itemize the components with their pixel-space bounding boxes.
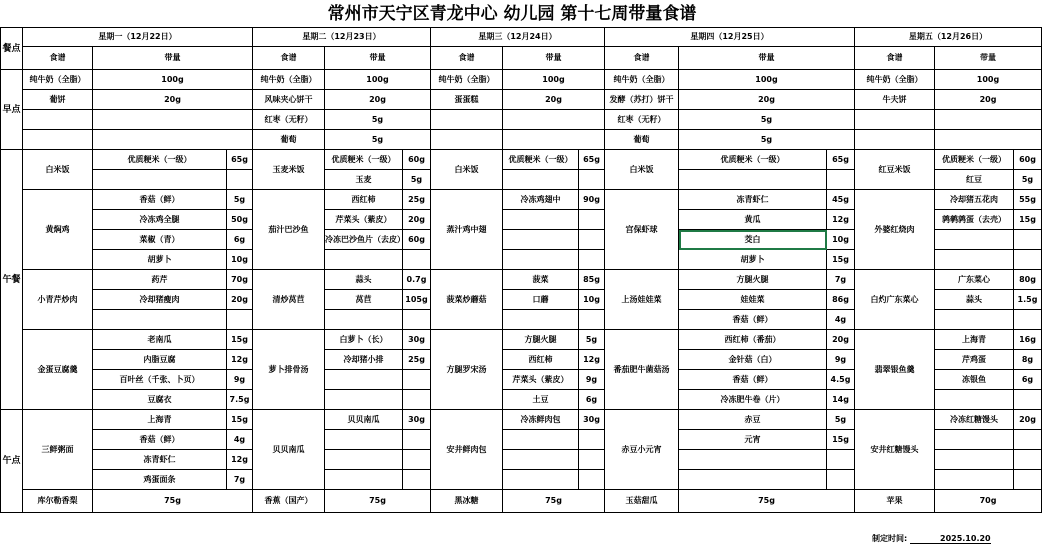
ingredient [935,470,1014,490]
ingredient-qty [827,470,855,490]
ingredient-qty: 90g [579,190,605,210]
dish-name: 茄汁巴沙鱼 [253,190,325,270]
ingredient: 上海青 [935,330,1014,350]
section-label: 餐点 [1,28,23,70]
ingredient-qty: 8g [1014,350,1042,370]
fruit-item: 玉菇甜瓜 [605,490,679,513]
ingredient-qty: 25g [403,190,431,210]
fruit-item: 黑冰糖 [431,490,503,513]
ingredient-qty: 5g [227,190,253,210]
fruit-qty: 75g [679,490,855,513]
ingredient: 菜椒（青） [93,230,227,250]
ingredient: 老南瓜 [93,330,227,350]
breakfast-item [431,130,503,150]
ingredient-qty: 65g [579,150,605,170]
ingredient-qty: 7g [827,270,855,290]
ingredient: 优质粳米（一级） [935,150,1014,170]
ingredient-qty [1014,450,1042,470]
breakfast-item: 牛夫饼 [855,90,935,110]
ingredient: 方腿火腿 [679,270,827,290]
fruit-qty: 75g [503,490,605,513]
breakfast-qty: 20g [503,90,605,110]
dish-name: 上汤娃娃菜 [605,270,679,330]
ingredient: 药芹 [93,270,227,290]
ingredient-qty [579,430,605,450]
ingredient-qty [1014,390,1042,410]
ingredient-qty: 12g [227,450,253,470]
day-header: 星期四（12月25日） [605,28,855,47]
breakfast-qty: 100g [325,70,431,90]
ingredient: 金针菇（白） [679,350,827,370]
ingredient: 黄瓜 [679,210,827,230]
ingredient-qty: 65g [227,150,253,170]
ingredient-qty: 12g [227,350,253,370]
breakfast-item: 葡萄 [605,130,679,150]
column-header-dish: 食谱 [253,47,325,70]
breakfast-qty: 5g [325,130,431,150]
ingredient-qty: 60g [403,150,431,170]
ingredient: 娃娃菜 [679,290,827,310]
ingredient: 上海青 [93,410,227,430]
ingredient: 蒜头 [325,270,403,290]
breakfast-item [23,110,93,130]
ingredient-qty: 20g [403,210,431,230]
ingredient-qty: 4g [227,430,253,450]
ingredient: 冻青虾仁 [93,450,227,470]
column-header-qty: 带量 [93,47,253,70]
ingredient-qty: 14g [827,390,855,410]
ingredient-qty [579,310,605,330]
dish-name: 蒸汁鸡中翅 [431,190,503,270]
ingredient: 红豆 [935,170,1014,190]
ingredient-qty: 70g [227,270,253,290]
ingredient [325,450,403,470]
ingredient: 玉麦 [325,170,403,190]
day-header: 星期五（12月26日） [855,28,1042,47]
breakfast-qty [503,110,605,130]
ingredient-qty [403,250,431,270]
day-header: 星期一（12月22日） [23,28,253,47]
dish-name: 红豆米饭 [855,150,935,190]
breakfast-item: 纯牛奶（全脂） [605,70,679,90]
ingredient-qty: 80g [1014,270,1042,290]
ingredient: 西红柿 [503,350,579,370]
ingredient-qty [579,230,605,250]
ingredient: 百叶丝（千张、卜页） [93,370,227,390]
dish-name: 白米饭 [431,150,503,190]
section-label: 午点 [1,410,23,513]
ingredient: 优质粳米（一级） [679,150,827,170]
breakfast-qty: 20g [93,90,253,110]
ingredient [325,470,403,490]
ingredient-qty: 9g [227,370,253,390]
ingredient-qty: 20g [227,290,253,310]
breakfast-item: 风味夹心饼干 [253,90,325,110]
breakfast-item: 葡饼 [23,90,93,110]
page-title: 常州市天宁区青龙中心 幼儿园 第十七周带量食谱 [327,4,697,24]
ingredient-qty [579,170,605,190]
breakfast-qty: 5g [325,110,431,130]
breakfast-item: 红枣（无籽） [605,110,679,130]
ingredient: 口蘑 [503,290,579,310]
ingredient-qty: 5g [1014,170,1042,190]
ingredient: 西红柿 [325,190,403,210]
ingredient-qty: 65g [827,150,855,170]
breakfast-item: 纯牛奶（全脂） [23,70,93,90]
ingredient [93,310,227,330]
fruit-item: 苹果 [855,490,935,513]
breakfast-qty: 20g [679,90,855,110]
ingredient [679,470,827,490]
dish-name: 赤豆小元宵 [605,410,679,490]
dish-name: 清炒莴苣 [253,270,325,330]
ingredient-qty [579,470,605,490]
ingredient [503,210,579,230]
ingredient [325,430,403,450]
ingredient-qty: 30g [403,330,431,350]
ingredient [503,450,579,470]
ingredient [325,250,403,270]
dish-name: 安井鲜肉包 [431,410,503,490]
section-label: 早点 [1,70,23,150]
column-header-qty: 带量 [679,47,855,70]
ingredient-qty: 15g [227,330,253,350]
breakfast-item: 蛋蛋糕 [431,90,503,110]
ingredient-qty: 85g [579,270,605,290]
day-header: 星期三（12月24日） [431,28,605,47]
ingredient: 香菇（鲜） [679,370,827,390]
breakfast-qty [935,130,1042,150]
fruit-qty: 70g [935,490,1042,513]
dish-name: 贝贝南瓜 [253,410,325,490]
breakfast-item [23,130,93,150]
ingredient: 冷冻鸡翅中 [503,190,579,210]
breakfast-item: 纯牛奶（全脂） [431,70,503,90]
ingredient-qty: 30g [579,410,605,430]
ingredient: 香菇（鲜） [93,190,227,210]
dish-name: 菠菜炒蘑菇 [431,270,503,330]
section-label: 午餐 [1,150,23,410]
ingredient-qty [1014,230,1042,250]
ingredient [935,430,1014,450]
ingredient: 元宵 [679,430,827,450]
ingredient: 内脂豆腐 [93,350,227,370]
ingredient-qty: 5g [827,410,855,430]
ingredient [503,430,579,450]
ingredient-qty: 60g [1014,150,1042,170]
ingredient-qty [579,450,605,470]
breakfast-qty: 100g [935,70,1042,90]
fruit-qty: 75g [93,490,253,513]
breakfast-item: 红枣（无籽） [253,110,325,130]
ingredient [325,390,403,410]
ingredient [503,470,579,490]
day-header: 星期二（12月23日） [253,28,431,47]
ingredient-qty: 15g [827,250,855,270]
ingredient-qty [1014,430,1042,450]
breakfast-item: 发酵（苏打）饼干 [605,90,679,110]
column-header-dish: 食谱 [431,47,503,70]
breakfast-qty: 20g [325,90,431,110]
ingredient-qty [579,250,605,270]
breakfast-qty: 5g [679,110,855,130]
ingredient: 芹菜头（紫皮） [503,370,579,390]
ingredient: 优质粳米（一级） [325,150,403,170]
ingredient: 莴苣 [325,290,403,310]
ingredient-qty: 30g [403,410,431,430]
ingredient: 优质粳米（一级） [503,150,579,170]
ingredient-qty: 10g [827,230,855,250]
breakfast-qty: 20g [935,90,1042,110]
ingredient: 冷冻鲜肉包 [503,410,579,430]
ingredient: 豆腐衣 [93,390,227,410]
ingredient: 菠菜 [503,270,579,290]
ingredient: 广东菜心 [935,270,1014,290]
ingredient-qty: 1.5g [1014,290,1042,310]
ingredient-qty: 5g [403,170,431,190]
dish-name: 玉麦米饭 [253,150,325,190]
breakfast-item: 纯牛奶（全脂） [253,70,325,90]
ingredient-qty: 12g [827,210,855,230]
ingredient: 冻青虾仁 [679,190,827,210]
column-header-dish: 食谱 [23,47,93,70]
ingredient-qty: 15g [227,410,253,430]
ingredient-qty: 20g [827,330,855,350]
ingredient-qty [403,430,431,450]
ingredient-qty [579,210,605,230]
ingredient-qty: 10g [227,250,253,270]
ingredient-qty [403,310,431,330]
ingredient-qty: 86g [827,290,855,310]
ingredient-qty: 10g [579,290,605,310]
ingredient [935,230,1014,250]
dish-name: 方腿罗宋汤 [431,330,503,410]
dish-name: 翡翠银鱼羹 [855,330,935,410]
ingredient-qty [1014,250,1042,270]
dish-name: 金蛋豆腐羹 [23,330,93,410]
ingredient: 香菇（鲜） [679,310,827,330]
breakfast-qty: 5g [679,130,855,150]
dish-name: 宫保虾球 [605,190,679,270]
ingredient [935,390,1014,410]
ingredient: 优质粳米（一级） [93,150,227,170]
dish-name: 白灼广东菜心 [855,270,935,330]
ingredient: 冷冻红糖馒头 [935,410,1014,430]
breakfast-item [431,110,503,130]
ingredient [935,310,1014,330]
column-header-dish: 食谱 [605,47,679,70]
menu-table [0,27,1038,513]
ingredient-qty [227,310,253,330]
ingredient-qty: 9g [827,350,855,370]
breakfast-qty: 100g [503,70,605,90]
ingredient-qty: 15g [1014,210,1042,230]
dish-name: 白米饭 [23,150,93,190]
ingredient: 冻银鱼 [935,370,1014,390]
ingredient-qty: 6g [227,230,253,250]
breakfast-qty [503,130,605,150]
ingredient [325,370,403,390]
ingredient: 白萝卜（长） [325,330,403,350]
ingredient: 方腿火腿 [503,330,579,350]
ingredient [503,230,579,250]
ingredient-qty: 6g [579,390,605,410]
ingredient: 鸡蛋面条 [93,470,227,490]
ingredient-qty: 5g [579,330,605,350]
ingredient: 芹菜头（紫皮） [325,210,403,230]
footer-date: 2025.10.20 [910,534,991,544]
ingredient-qty: 16g [1014,330,1042,350]
ingredient: 冷冻肥牛卷（片） [679,390,827,410]
ingredient: 胡萝卜 [679,250,827,270]
ingredient-qty: 4.5g [827,370,855,390]
ingredient [503,250,579,270]
dish-name: 小青芹炒肉 [23,270,93,330]
ingredient-qty: 60g [403,230,431,250]
ingredient: 西红柿（番茄） [679,330,827,350]
ingredient: 冷冻鸡全腿 [93,210,227,230]
ingredient: 胡萝卜 [93,250,227,270]
ingredient-qty: 45g [827,190,855,210]
ingredient-qty: 9g [579,370,605,390]
breakfast-qty [935,110,1042,130]
ingredient [935,450,1014,470]
breakfast-item [855,110,935,130]
ingredient-qty: 12g [579,350,605,370]
dish-name: 萝卜排骨汤 [253,330,325,410]
ingredient: 香菇（鲜） [93,430,227,450]
ingredient-qty [403,450,431,470]
footer-label: 制定时间: [872,534,908,543]
dish-name: 番茄肥牛菌菇汤 [605,330,679,410]
footer [872,533,991,544]
column-header-dish: 食谱 [855,47,935,70]
ingredient: 冷冻巴沙鱼片（去皮） [325,230,403,250]
column-header-qty: 带量 [935,47,1042,70]
ingredient-qty: 105g [403,290,431,310]
ingredient-qty: 55g [1014,190,1042,210]
dish-name: 外婆红烧肉 [855,190,935,270]
ingredient-qty: 20g [1014,410,1042,430]
selected-cell: 茭白 [679,230,827,250]
breakfast-item [855,130,935,150]
ingredient-qty: 25g [403,350,431,370]
breakfast-item: 纯牛奶（全脂） [855,70,935,90]
ingredient-qty: 0.7g [403,270,431,290]
column-header-qty: 带量 [503,47,605,70]
ingredient-qty [827,170,855,190]
ingredient: 鹑鹌鹑蛋（去壳） [935,210,1014,230]
dish-name: 三鲜粥面 [23,410,93,490]
ingredient: 蒜头 [935,290,1014,310]
column-header-qty: 带量 [325,47,431,70]
ingredient-qty: 7.5g [227,390,253,410]
breakfast-qty [93,110,253,130]
ingredient: 贝贝南瓜 [325,410,403,430]
ingredient-qty: 6g [1014,370,1042,390]
ingredient: 冷却猪五花肉 [935,190,1014,210]
fruit-item: 香蕉（国产） [253,490,325,513]
ingredient [503,170,579,190]
ingredient-qty [1014,470,1042,490]
ingredient-qty: 15g [827,430,855,450]
ingredient [679,450,827,470]
ingredient-qty [827,450,855,470]
dish-name: 白米饭 [605,150,679,190]
breakfast-qty: 100g [679,70,855,90]
ingredient-qty: 50g [227,210,253,230]
breakfast-qty [93,130,253,150]
ingredient [679,170,827,190]
ingredient: 冷却猪小排 [325,350,403,370]
fruit-qty: 75g [325,490,431,513]
ingredient-qty: 7g [227,470,253,490]
ingredient [93,170,227,190]
breakfast-item: 葡萄 [253,130,325,150]
breakfast-qty: 100g [93,70,253,90]
ingredient [503,310,579,330]
ingredient-qty: 4g [827,310,855,330]
ingredient-qty [403,390,431,410]
ingredient [935,250,1014,270]
ingredient [325,310,403,330]
ingredient: 土豆 [503,390,579,410]
dish-name: 安井红糖馒头 [855,410,935,490]
ingredient: 赤豆 [679,410,827,430]
ingredient: 芹鸡蛋 [935,350,1014,370]
ingredient: 冷却猪瘦肉 [93,290,227,310]
ingredient-qty [1014,310,1042,330]
ingredient-qty [227,170,253,190]
ingredient-qty [403,470,431,490]
ingredient-qty [403,370,431,390]
fruit-item: 库尔勒香梨 [23,490,93,513]
dish-name: 黄焖鸡 [23,190,93,270]
